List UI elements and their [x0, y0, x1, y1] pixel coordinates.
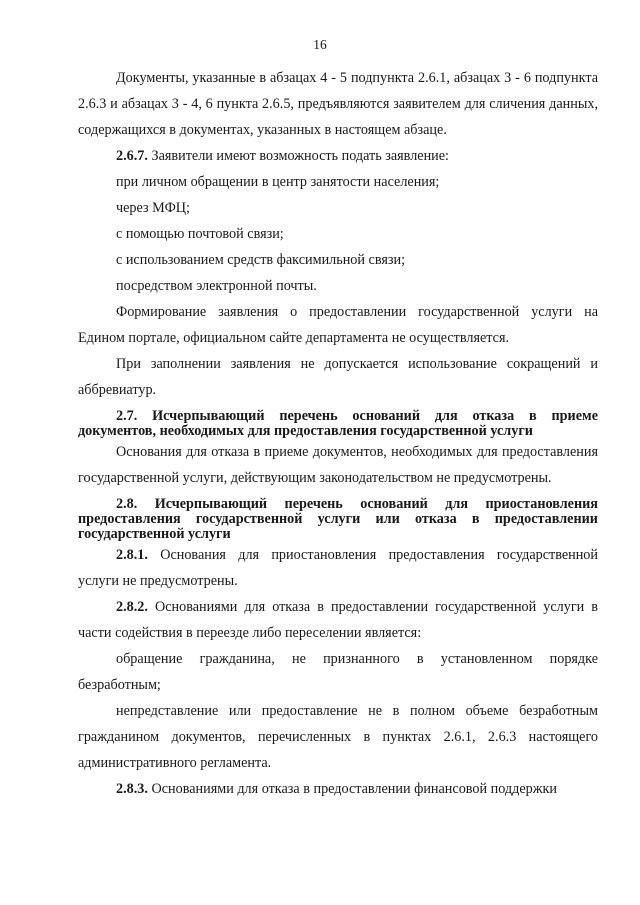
list-item-documents-missing: непредставление или предоставление не в полном объеме безработным гражданином документов, перечисленных в пунктах 2.6.1, 2.6.3 настоящего административного регламента.	[78, 703, 598, 771]
list-item-in-person: при личном обращении в центр занятости населения;	[116, 174, 440, 190]
paragraph-refusal-grounds: Основания для отказа в приеме документов, необходимых для предоставления государственной услуги, действующим законодательством не предусмотрены.	[78, 444, 598, 486]
paragraph-documents-presented: Документы, указанные в абзацах 4 - 5 подпункта 2.6.1, абзацах 3 - 6 подпункта 2.6.3 и абзацах 3 - 4, 6 пункта 2.6.5, предъявляются заявителем для сличения данных, содержащихся в документах, указанных в настоящем абзаце.	[78, 70, 598, 138]
paragraph-2-8-2	[78, 594, 598, 646]
paragraph-portal: Формирование заявления о предоставлении государственной услуги на Едином портале, официальном сайте департамента не осуществляется.	[78, 304, 598, 346]
clause-number: 2.8.1.	[116, 547, 148, 563]
clause-number: 2.8.3.	[116, 781, 148, 797]
clause-text: Основаниями для отказа в предоставлении финансовой поддержки	[147, 781, 558, 797]
paragraph-2-8-1	[78, 542, 598, 594]
paragraph-2-6-7	[78, 143, 598, 169]
list-item-email: посредством электронной почты.	[116, 278, 317, 294]
list-item-mfc: через МФЦ;	[116, 200, 190, 216]
clause-number: 2.8.2.	[116, 599, 148, 615]
list-item-not-unemployed: обращение гражданина, не признанного в установленном порядке безработным;	[78, 651, 598, 693]
clause-text: Основаниями для отказа в предоставлении государственной услуги в части содействия в переезде либо переселении является:	[78, 599, 598, 641]
paragraph-abbreviations: При заполнении заявления не допускается использование сокращений и аббревиатур.	[78, 356, 598, 398]
clause-text: Основания для приостановления предоставления государственной услуги не предусмотрены.	[78, 547, 598, 589]
clause-text: Заявители имеют возможность подать заявление:	[147, 148, 449, 164]
page-number: 16	[313, 37, 327, 52]
paragraph-2-8-3	[78, 776, 598, 802]
heading-2-7: 2.7. Исчерпывающий перечень оснований для отказа в приеме документов, необходимых для предоставления государственной услуги	[78, 408, 598, 439]
list-item-fax: с использованием средств факсимильной связи;	[116, 252, 406, 268]
clause-number: 2.6.7.	[116, 148, 148, 164]
list-item-postal: с помощью почтовой связи;	[116, 226, 284, 242]
heading-2-8: 2.8. Исчерпывающий перечень оснований для приостановления предоставления государственной услуги или отказа в предоставлении государственной услуги	[78, 496, 598, 542]
document-body	[78, 65, 598, 802]
